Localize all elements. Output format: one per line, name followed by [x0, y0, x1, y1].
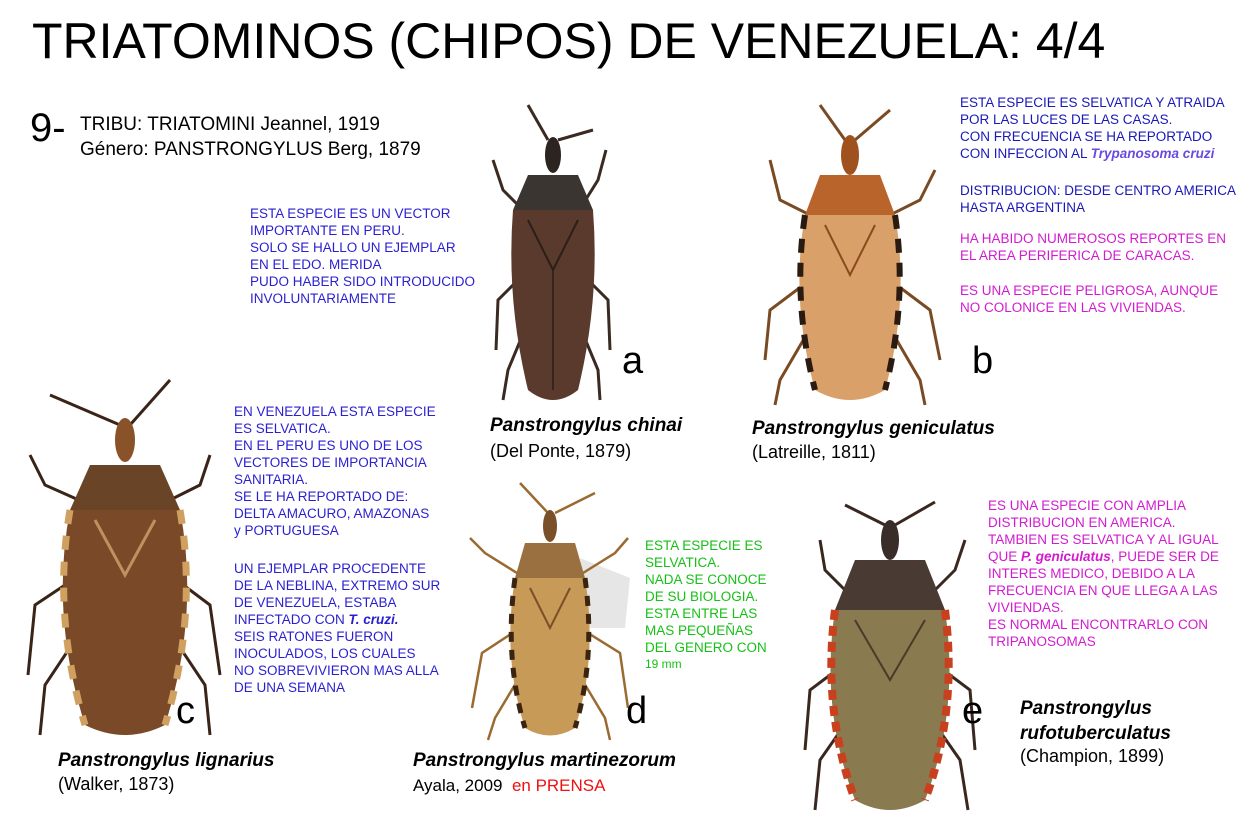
text-c-line: DE VENEZUELA, ESTABA	[234, 595, 397, 610]
text-c-prefix: INFECTADO CON	[234, 612, 349, 627]
text-b-line: ES UNA ESPECIE PELIGROSA, AUNQUE	[960, 283, 1219, 298]
tribu-line: TRIBU: TRIATOMINI Jeannel, 1919	[80, 114, 380, 135]
text-e-line: VIVIENDAS.	[988, 600, 1064, 615]
text-e-prefix: QUE	[988, 549, 1022, 564]
author-e: (Champion, 1899)	[1020, 746, 1165, 766]
text-c-line: EN VENEZUELA ESTA ESPECIE	[234, 404, 436, 419]
label-a: a	[622, 340, 644, 382]
bug-d-photo	[460, 478, 640, 743]
text-d-line: ESTA ENTRE LAS	[645, 606, 758, 621]
text-c-line: UN EJEMPLAR PROCEDENTE	[234, 561, 427, 576]
text-e	[988, 497, 1219, 650]
text-d-line: DE SU BIOLOGIA.	[645, 589, 759, 604]
text-a-line: PUDO HABER SIDO INTRODUCIDO	[250, 274, 476, 289]
text-b-2	[960, 182, 1236, 216]
text-e-line: ES NORMAL ENCONTRARLO CON	[988, 617, 1209, 632]
text-d-line: MAS PEQUEÑAS	[645, 623, 754, 638]
text-e-sci: P. geniculatus	[1021, 549, 1111, 564]
text-e-line: FRECUENCIA EN QUE LLEGA A LAS	[988, 583, 1218, 598]
author-c: (Walker, 1873)	[58, 774, 175, 794]
text-b-prefix: CON INFECCION AL	[960, 146, 1091, 161]
text-e-suffix: , PUEDE SER DE	[1110, 549, 1219, 564]
species-b: Panstrongylus geniculatus	[752, 418, 995, 439]
text-c-line: DE LA NEBLINA, EXTREMO SUR	[234, 578, 441, 593]
text-a	[250, 205, 475, 307]
text-a-line: IMPORTANTE EN PERU.	[250, 223, 405, 238]
text-a-line: SOLO SE HALLO UN EJEMPLAR	[250, 240, 456, 255]
text-b-line: NO COLONICE EN LAS VIVIENDAS.	[960, 300, 1186, 315]
text-b-1	[960, 94, 1225, 162]
text-c-2	[234, 560, 440, 696]
label-b: b	[972, 340, 994, 382]
bug-e-photo	[800, 490, 980, 815]
author-a: (Del Ponte, 1879)	[490, 441, 632, 461]
text-e-line: TAMBIEN ES SELVATICA Y AL IGUAL	[988, 532, 1219, 547]
label-c: c	[176, 690, 195, 732]
text-b-line: DISTRIBUCION: DESDE CENTRO AMERICA	[960, 183, 1237, 198]
text-c-line	[234, 611, 440, 628]
text-a-line: ESTA ESPECIE ES UN VECTOR	[250, 206, 451, 221]
text-b-line	[960, 145, 1225, 162]
bug-a-photo	[488, 100, 618, 410]
text-d-line: NADA SE CONOCE	[645, 572, 767, 587]
species-a: Panstrongylus chinai	[490, 415, 683, 436]
text-c-line: EN EL PERU ES UNO DE LOS	[234, 438, 423, 453]
text-b-line: HA HABIDO NUMEROSOS REPORTES EN	[960, 231, 1227, 246]
author-d-name: Ayala, 2009	[413, 776, 503, 795]
text-b-4	[960, 282, 1218, 316]
text-c-1	[234, 403, 436, 539]
genero-line: Género: PANSTRONGYLUS Berg, 1879	[80, 139, 421, 160]
text-e-line: INTERES MEDICO, DEBIDO A LA	[988, 566, 1196, 581]
text-c-line: DE UNA SEMANA	[234, 680, 346, 695]
species-e-genus: Panstrongylus	[1020, 698, 1152, 719]
text-b-line: POR LAS LUCES DE LAS CASAS.	[960, 112, 1173, 127]
text-a-line: INVOLUNTARIAMENTE	[250, 291, 397, 306]
text-c-sci: T. cruzi.	[348, 612, 399, 627]
text-d-line: ESTA ESPECIE ES	[645, 538, 763, 553]
page-title: TRIATOMINOS (CHIPOS) DE VENEZUELA: 4/4	[32, 13, 1106, 69]
text-d	[645, 537, 767, 673]
label-e: e	[962, 690, 984, 732]
text-b-line: ESTA ESPECIE ES SELVATICA Y ATRAIDA	[960, 95, 1225, 110]
author-d	[413, 776, 605, 796]
text-c-line: SEIS RATONES FUERON	[234, 629, 394, 644]
species-d: Panstrongylus martinezorum	[413, 750, 676, 771]
text-e-line: TRIPANOSOMAS	[988, 634, 1096, 649]
text-c-line: y PORTUGUESA	[234, 523, 339, 538]
text-e-line: DISTRIBUCION EN AMERICA.	[988, 515, 1176, 530]
bug-c-photo	[20, 375, 230, 740]
text-c-line: INOCULADOS, LOS CUALES	[234, 646, 416, 661]
press-note: en PRENSA	[511, 776, 606, 795]
text-a-line: EN EL EDO. MERIDA	[250, 257, 382, 272]
text-d-line: 19 mm	[645, 657, 682, 671]
section-number: 9-	[30, 106, 66, 150]
text-b-3	[960, 230, 1226, 264]
text-c-line: DELTA AMACURO, AMAZONAS	[234, 506, 430, 521]
species-e	[1020, 696, 1171, 746]
taxonomy-block	[80, 112, 421, 162]
text-d-line: DEL GENERO CON	[645, 640, 767, 655]
text-c-line: NO SOBREVIVIERON MAS ALLA	[234, 663, 439, 678]
text-b-line: HASTA ARGENTINA	[960, 200, 1086, 215]
species-e-epithet: rufotuberculatus	[1020, 723, 1171, 744]
label-d: d	[626, 690, 648, 732]
text-e-line	[988, 548, 1219, 565]
text-e-line: ES UNA ESPECIE CON AMPLIA	[988, 498, 1187, 513]
species-c: Panstrongylus lignarius	[58, 750, 275, 771]
text-c-line: ES SELVATICA.	[234, 421, 331, 436]
text-d-line: SELVATICA.	[645, 555, 721, 570]
bug-b-photo	[750, 100, 950, 410]
text-c-line: VECTORES DE IMPORTANCIA	[234, 455, 427, 470]
text-b-line: CON FRECUENCIA SE HA REPORTADO	[960, 129, 1213, 144]
text-b-line: EL AREA PERIFERICA DE CARACAS.	[960, 248, 1195, 263]
text-b-sci: Trypanosoma cruzi	[1090, 146, 1215, 161]
text-c-line: SE LE HA REPORTADO DE:	[234, 489, 409, 504]
text-c-line: SANITARIA.	[234, 472, 309, 487]
author-b: (Latreille, 1811)	[752, 442, 876, 462]
